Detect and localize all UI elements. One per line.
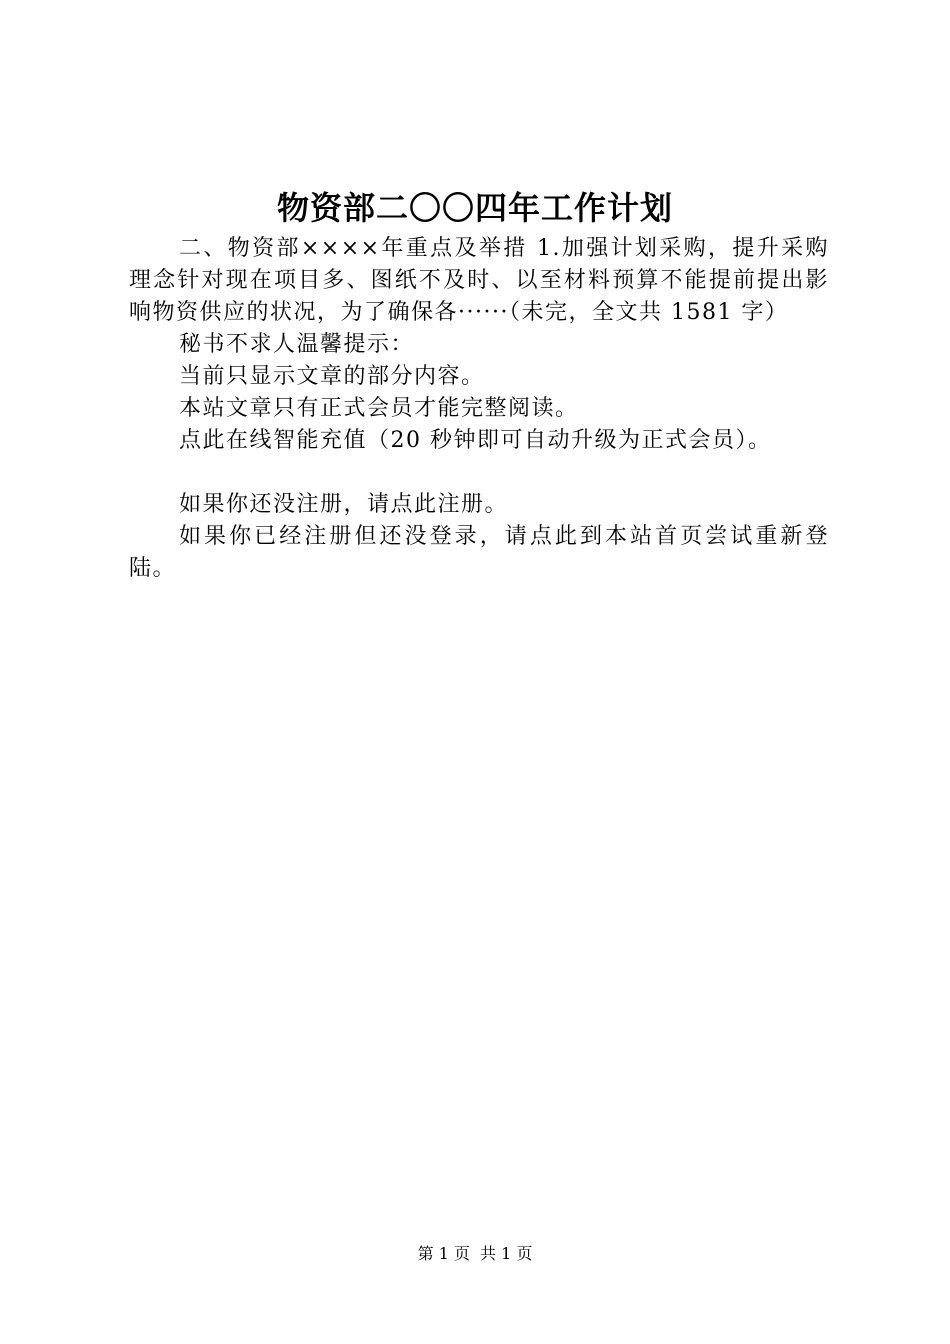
document-body xyxy=(129,233,829,585)
recharge-link-text[interactable]: 点此在线智能充值（20 秒钟即可自动升级为正式会员）。 xyxy=(179,428,772,453)
document-title: 物资部二〇〇四年工作计划 xyxy=(276,189,673,227)
tip-partial-content: 当前只显示文章的部分内容。 xyxy=(179,364,485,389)
tip-members-only: 本站文章只有正式会员才能完整阅读。 xyxy=(179,396,579,421)
page-total: 共 1 页 xyxy=(480,1244,533,1263)
page-number: 第 1 页 xyxy=(417,1244,470,1263)
page-footer xyxy=(0,1243,950,1265)
register-link-text[interactable]: 如果你还没注册，请点此注册。 xyxy=(179,492,509,517)
recharge-link[interactable] xyxy=(129,425,829,457)
login-link-text[interactable]: 如果你已经注册但还没登录，请点此到本站首页尝试重新登陆。 xyxy=(129,524,829,581)
login-link[interactable] xyxy=(129,521,829,585)
register-link[interactable] xyxy=(129,489,829,521)
paragraph-spacer xyxy=(129,457,829,489)
tip-heading: 秘书不求人温馨提示： xyxy=(179,332,415,357)
article-excerpt: 二、物资部××××年重点及举措 1.加强计划采购，提升采购理念针对现在项目多、图纸不及时、以至材料预算不能提前提出影响物资供应的状况，为了确保各······（未完，全文共 1581 字） xyxy=(129,236,829,325)
